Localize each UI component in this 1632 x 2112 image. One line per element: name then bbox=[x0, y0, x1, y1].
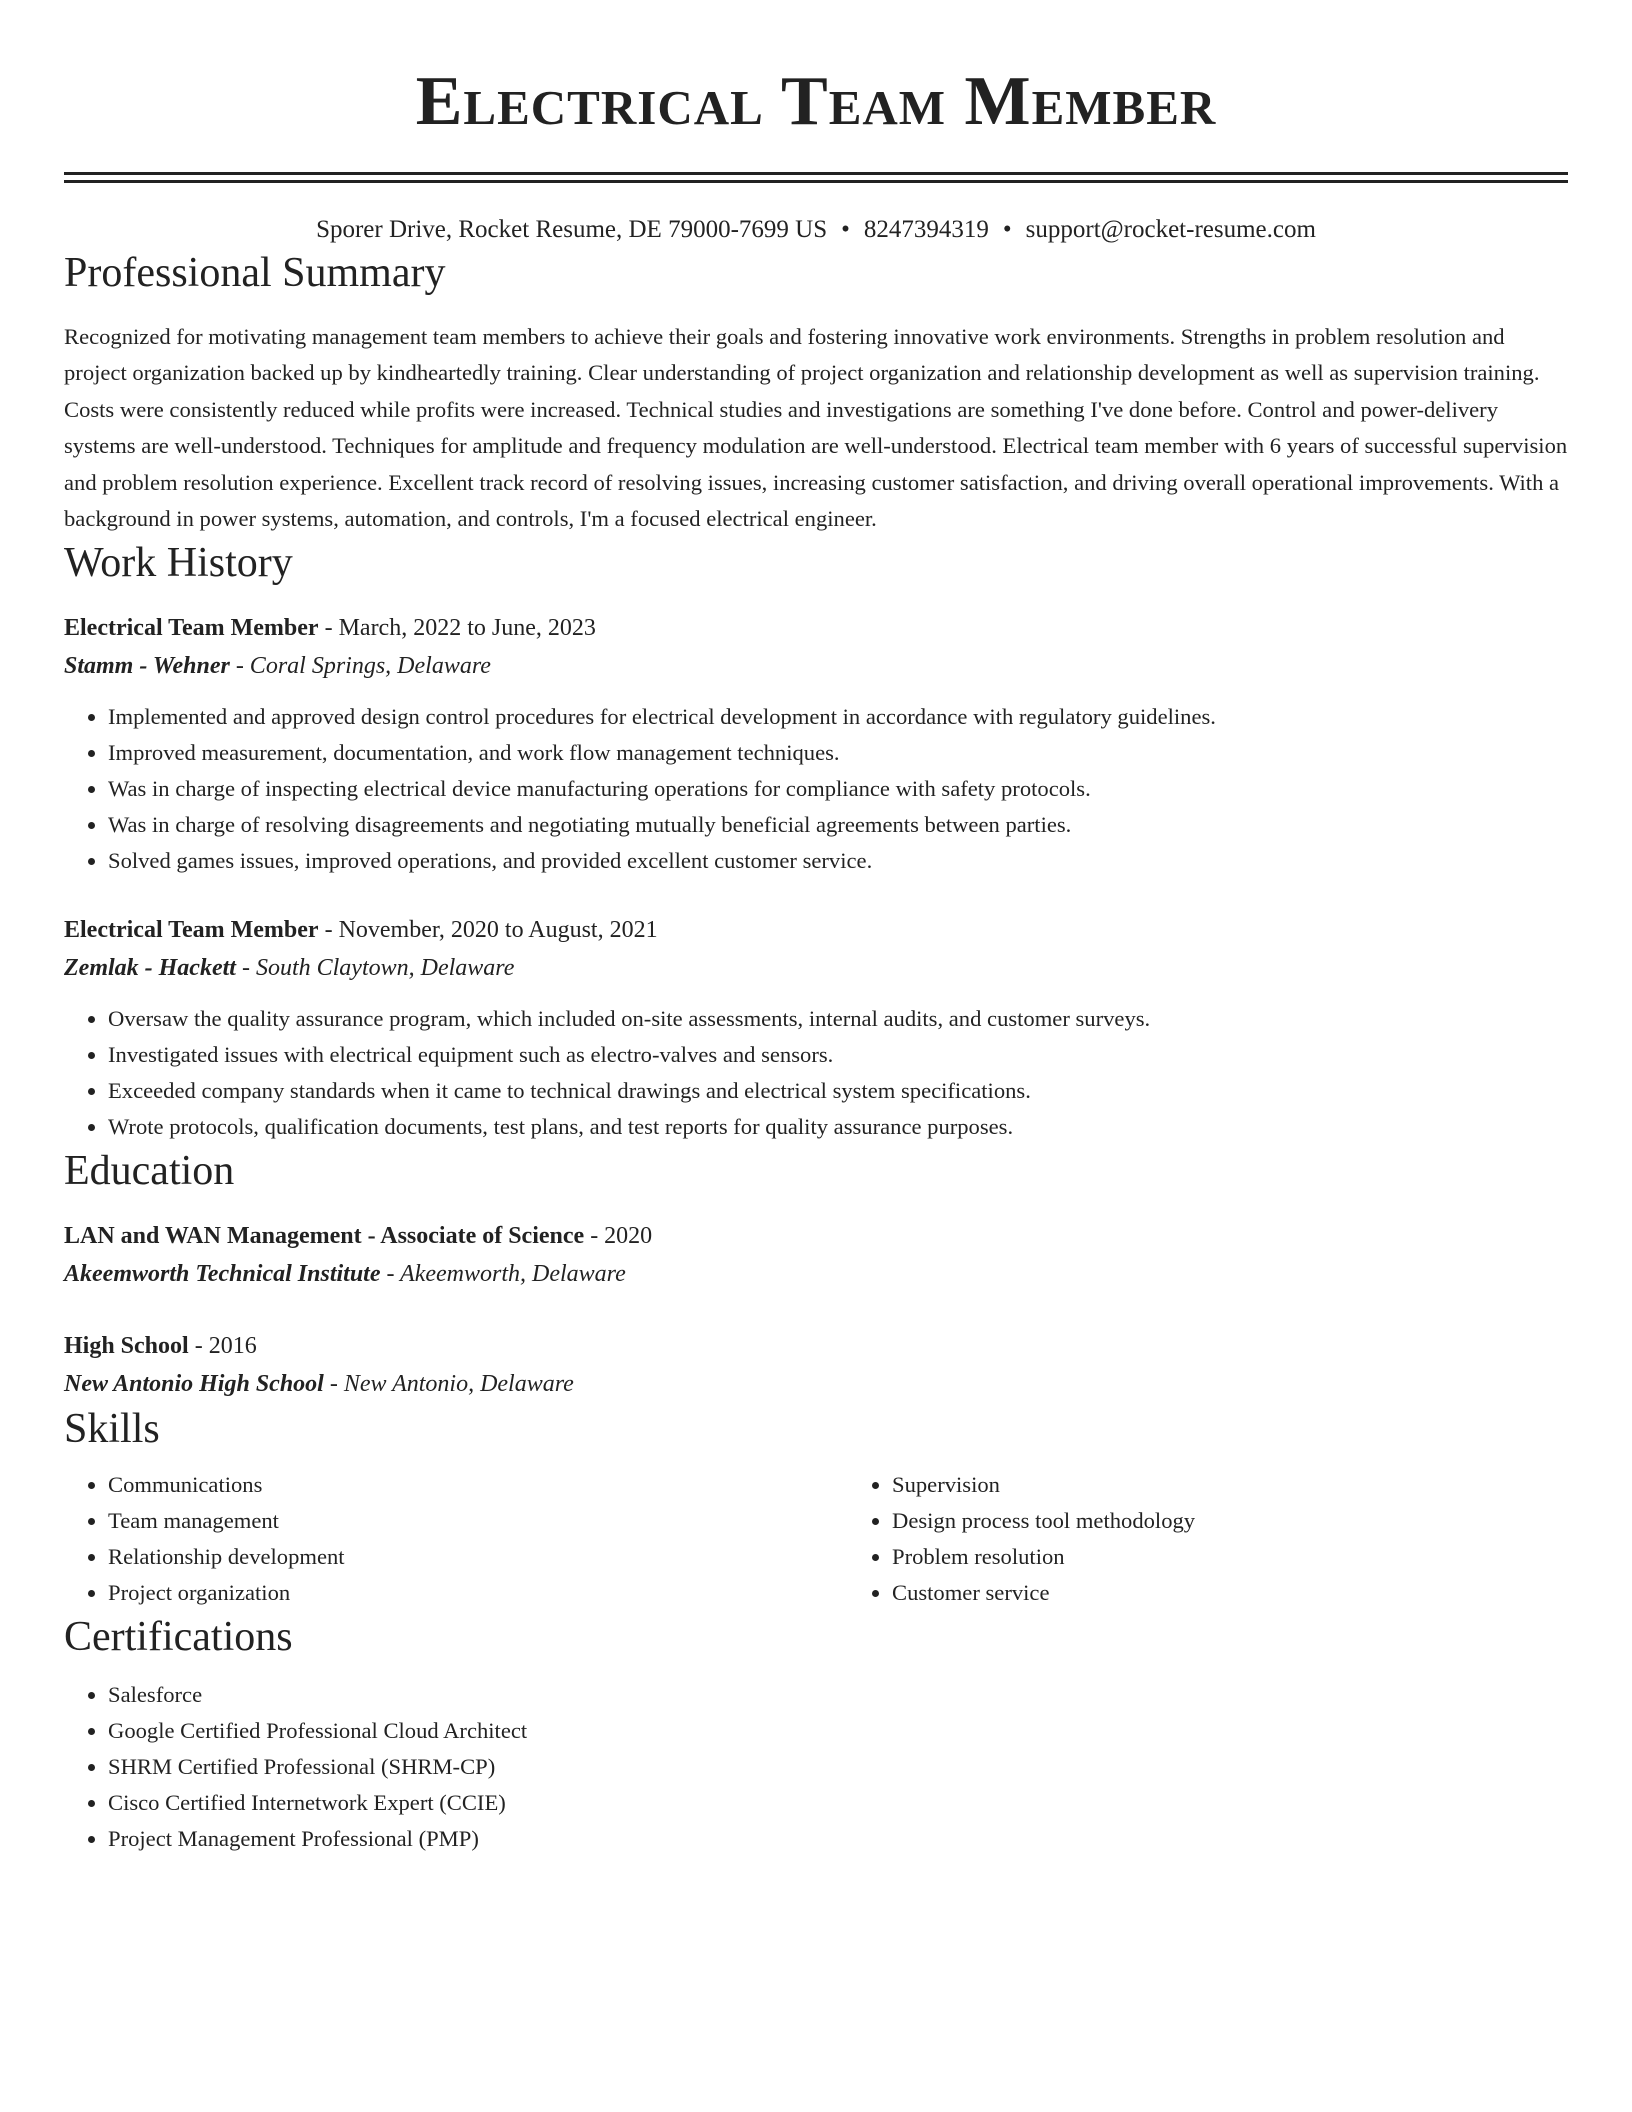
list-item: • Investigated issues with electrical equipment such as electro-valves and sensors. bbox=[108, 1037, 1568, 1073]
certification-item: • Salesforce bbox=[108, 1677, 1568, 1713]
education-degree: High School bbox=[64, 1333, 189, 1360]
job-title-line bbox=[64, 911, 1568, 949]
skills-list-left bbox=[64, 1467, 848, 1611]
certification-item: • Project Management Professional (PMP) bbox=[108, 1821, 1568, 1857]
section-title-skills: Skills bbox=[64, 1406, 160, 1453]
education-school: New Antonio High School bbox=[64, 1371, 324, 1398]
list-item: • Oversaw the quality assurance program, which included on-site assessments, internal audits, and customer surveys. bbox=[108, 1001, 1568, 1037]
skill-item: • Relationship development bbox=[108, 1539, 848, 1575]
header-divider bbox=[64, 172, 1568, 183]
job-company-line bbox=[64, 949, 1568, 987]
education-entry bbox=[64, 1217, 1568, 1293]
education-location: - New Antonio, Delaware bbox=[323, 1371, 574, 1398]
skill-item: • Problem resolution bbox=[892, 1539, 1632, 1575]
education-degree-line bbox=[64, 1217, 1568, 1255]
list-item: • Was in charge of inspecting electrical device manufacturing operations for compliance with safety protocols. bbox=[108, 771, 1568, 807]
skill-item: • Supervision bbox=[892, 1467, 1632, 1503]
certifications-list bbox=[64, 1677, 1568, 1857]
job-entry bbox=[64, 911, 1568, 1145]
contact-line bbox=[64, 213, 1568, 247]
skills-list-right bbox=[848, 1467, 1632, 1611]
job-role: Electrical Team Member bbox=[64, 615, 319, 642]
certification-item: • Google Certified Professional Cloud Architect bbox=[108, 1713, 1568, 1749]
skill-item: • Communications bbox=[108, 1467, 848, 1503]
job-dates: - November, 2020 to August, 2021 bbox=[318, 917, 658, 944]
education-degree-line bbox=[64, 1327, 1568, 1365]
section-title-certifications: Certifications bbox=[64, 1614, 293, 1661]
education-year: - 2016 bbox=[188, 1333, 257, 1360]
job-location: - Coral Springs, Delaware bbox=[229, 653, 491, 680]
education-school-line bbox=[64, 1365, 1568, 1403]
contact-email: support@rocket-resume.com bbox=[1025, 216, 1316, 243]
skill-item: • Design process tool methodology bbox=[892, 1503, 1632, 1539]
contact-address: Sporer Drive, Rocket Resume, DE 79000-7699 US bbox=[316, 216, 828, 243]
job-bullets bbox=[64, 1001, 1568, 1145]
skills-grid bbox=[64, 1467, 1568, 1611]
list-item: • Implemented and approved design control procedures for electrical development in accordance with regulatory guidelines. bbox=[108, 699, 1568, 735]
summary-text: Recognized for motivating management team members to achieve their goals and fostering innovative work environments. Strengths in problem resolution and project organization backed up by kindheartedly training. Clear understanding of project organization and relationship development as well as supervision training. Costs were consistently reduced while profits were increased. Technical studies and investigations are something I've done before. Control and power-delivery systems are well-understood. Techniques for amplitude and frequency modulation are well-understood. Electrical team member with 6 years of successful supervision and problem resolution experience. Excellent track record of resolving issues, increasing customer satisfaction, and driving overall operational improvements. With a background in power systems, automation, and controls, I'm a focused electrical engineer. bbox=[64, 324, 1568, 532]
job-company-line bbox=[64, 647, 1568, 685]
education-location: - Akeemworth, Delaware bbox=[380, 1261, 626, 1288]
job-company: Zemlak - Hackett bbox=[64, 955, 236, 982]
section-title-work-history: Work History bbox=[64, 540, 293, 587]
skill-item: • Customer service bbox=[892, 1575, 1632, 1611]
certification-item: • SHRM Certified Professional (SHRM-CP) bbox=[108, 1749, 1568, 1785]
job-company: Stamm - Wehner bbox=[64, 653, 230, 680]
section-title-summary: Professional Summary bbox=[64, 250, 446, 296]
job-dates: - March, 2022 to June, 2023 bbox=[318, 615, 596, 642]
section-title-education: Education bbox=[64, 1148, 235, 1195]
skill-item: • Team management bbox=[108, 1503, 848, 1539]
candidate-name: Electrical Team Member bbox=[415, 63, 1217, 140]
list-item: • Wrote protocols, qualification documents, test plans, and test reports for quality assurance purposes. bbox=[108, 1109, 1568, 1145]
education-year: - 2020 bbox=[584, 1223, 653, 1250]
list-item: • Improved measurement, documentation, and work flow management techniques. bbox=[108, 735, 1568, 771]
education-degree: LAN and WAN Management - Associate of Science bbox=[64, 1223, 585, 1250]
job-entry bbox=[64, 609, 1568, 879]
education-school-line bbox=[64, 1255, 1568, 1293]
contact-separator: • bbox=[1002, 216, 1012, 243]
job-bullets bbox=[64, 699, 1568, 879]
list-item: • Solved games issues, improved operations, and provided excellent customer service. bbox=[108, 843, 1568, 879]
certification-item: • Cisco Certified Internetwork Expert (CCIE) bbox=[108, 1785, 1568, 1821]
contact-phone: 8247394319 bbox=[863, 216, 989, 243]
contact-separator: • bbox=[841, 216, 850, 243]
job-location: - South Claytown, Delaware bbox=[235, 955, 515, 982]
list-item: • Exceeded company standards when it came to technical drawings and electrical system specifications. bbox=[108, 1073, 1568, 1109]
job-title-line bbox=[64, 609, 1568, 647]
list-item: • Was in charge of resolving disagreements and negotiating mutually beneficial agreements between parties. bbox=[108, 807, 1568, 843]
education-entry bbox=[64, 1327, 1568, 1403]
job-role: Electrical Team Member bbox=[64, 917, 319, 944]
education-school: Akeemworth Technical Institute bbox=[64, 1261, 381, 1288]
skill-item: • Project organization bbox=[108, 1575, 848, 1611]
